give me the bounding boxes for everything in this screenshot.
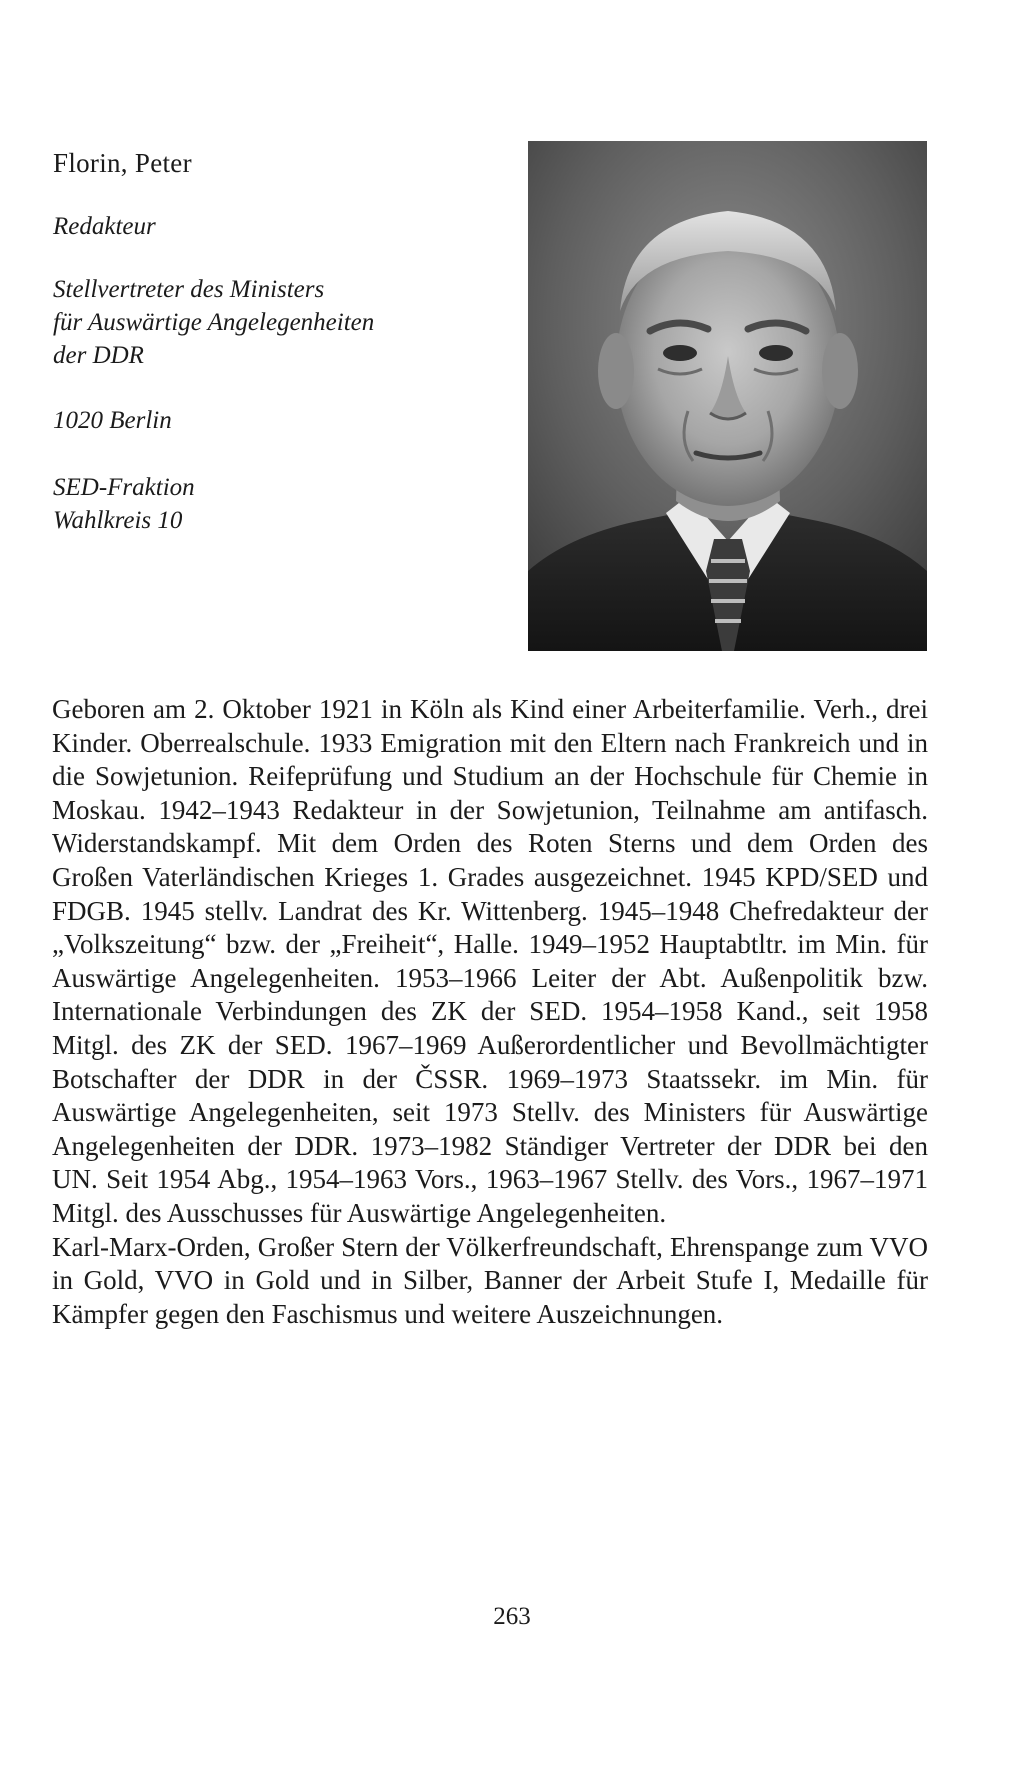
position-line-2: für Auswärtige Angelegenheiten [53, 309, 375, 336]
location: 1020 Berlin [53, 407, 172, 434]
person-name: Florin, Peter [53, 148, 192, 178]
position-line-1: Stellvertreter des Ministers [53, 276, 325, 303]
position-line-3: der DDR [53, 342, 144, 369]
faction: SED-Fraktion [53, 474, 195, 501]
person-header [53, 146, 493, 537]
biography-text: Geboren am 2. Oktober 1921 in Köln als Kind einer Arbeiterfamilie. Verh., drei Kinder. Oberrealschule. 1933 Emigration mit den Eltern nach Frankreich und in die Sowjetunion. Reifeprüfung und Studium an der Hochschule für Chemie in Moskau. 1942–1943 Redakteur in der Sowjetunion, Teilnahme am antifasch. Widerstandskampf. Mit dem Orden des Roten Sterns und dem Orden des Großen Vaterländischen Krieges 1. Grades ausgezeichnet. 1945 KPD/SED und FDGB. 1945 stellv. Landrat des Kr. Wittenberg. 1945–1948 Chefredakteur der „Volkszeitung“ bzw. der „Freiheit“, Halle. 1949–1952 Hauptabtltr. im Min. für Auswärtige Angelegenheiten. 1953–1966 Leiter der Abt. Außenpolitik bzw. Internationale Verbindungen des ZK der SED. 1954–1958 Kand., seit 1958 Mitgl. des ZK der SED. 1967–1969 Außerordentlicher und Bevollmächtigter Botschafter der DDR in der ČSSR. 1969–1973 Staatssekr. im Min. für Auswärtige Angelegenheiten, seit 1973 Stellv. des Ministers für Auswärtige Angelegenheiten der DDR. 1973–1982 Ständiger Vertreter der DDR bei den UN. Seit 1954 Abg., 1954–1963 Vors., 1963–1967 Stellv. des Vors., 1967–1971 Mitgl. des Ausschusses für Auswärtige Angelegenheiten. [52, 694, 928, 1228]
profession: Redakteur [53, 213, 156, 240]
awards-text: Karl-Marx-Orden, Großer Stern der Völkerfreundschaft, Ehrenspange zum VVO in Gold, VVO in Gold und in Silber, Banner der Arbeit Stufe I, Medaille für Kämpfer gegen den Faschismus und weitere Auszeichnungen. [52, 1231, 928, 1329]
biography-block [52, 693, 928, 1331]
portrait-photo [528, 141, 927, 651]
constituency: Wahlkreis 10 [53, 507, 183, 534]
page-number: 263 [493, 1603, 531, 1630]
